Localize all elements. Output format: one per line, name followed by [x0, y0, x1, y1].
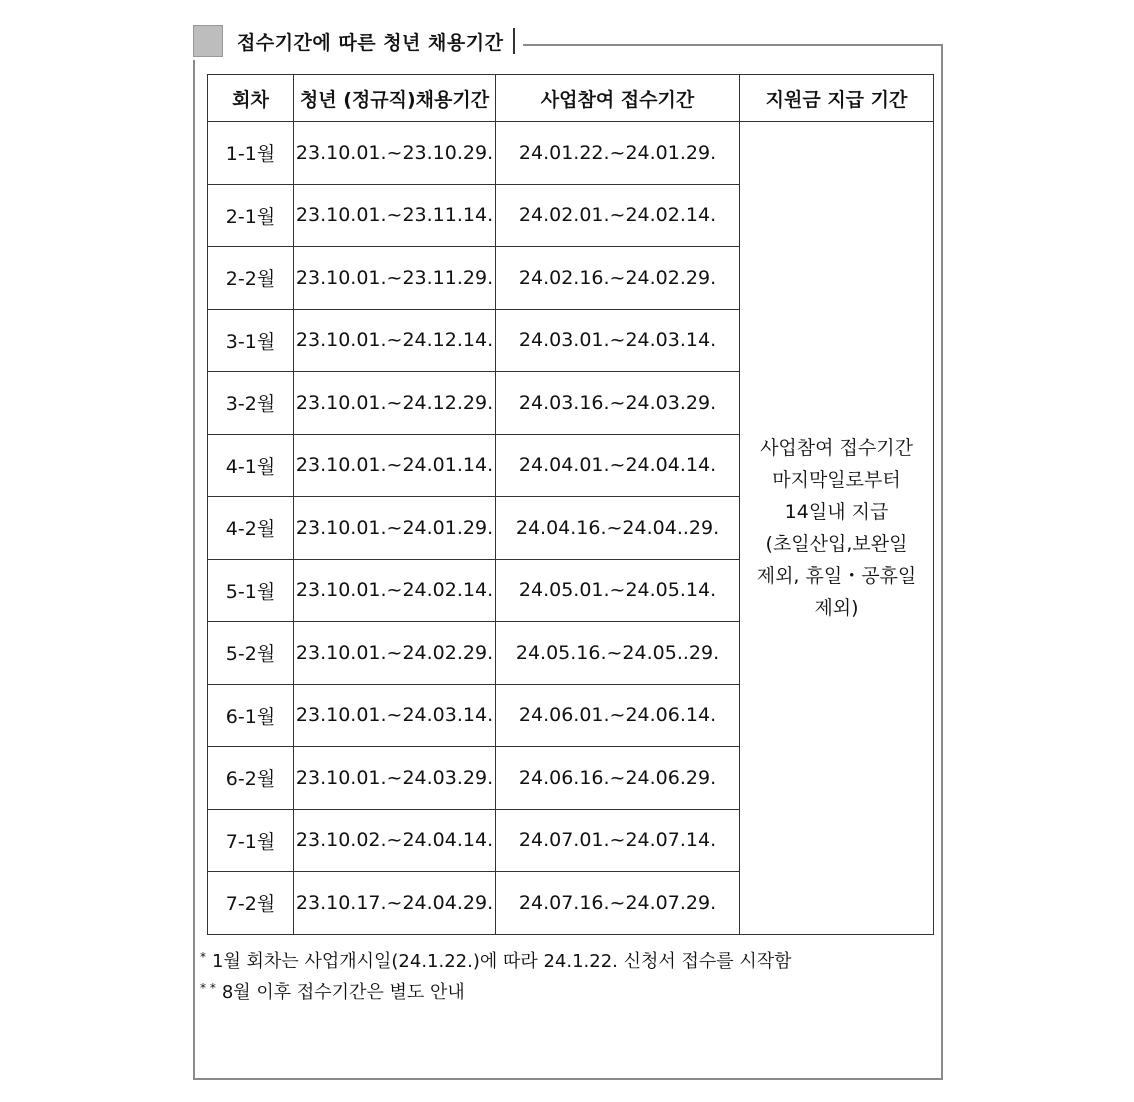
cell-round: 2-2월: [208, 247, 294, 310]
footnote-2: * * 8월 이후 접수기간은 별도 안내: [200, 981, 465, 1003]
heading-title: 접수기간에 따른 청년 채용기간: [237, 31, 504, 54]
cell-hire-period: 23.10.01.~24.01.14.: [294, 434, 496, 497]
cell-round: 7-1월: [208, 809, 294, 872]
cell-hire-period: 23.10.01.~23.11.14.: [294, 184, 496, 247]
table-row: [208, 122, 934, 185]
table-body: [208, 122, 934, 935]
cell-round: 5-1월: [208, 559, 294, 622]
cell-round: 2-1월: [208, 184, 294, 247]
cell-apply-period: 24.07.01.~24.07.14.: [496, 809, 740, 872]
schedule-table: [207, 74, 934, 935]
header-payment-period: 지원금 지급 기간: [740, 75, 934, 122]
header-apply-period: 사업참여 접수기간: [496, 75, 740, 122]
header-hire-period: 청년 (정규직)채용기간: [294, 75, 496, 122]
cell-round: 4-1월: [208, 434, 294, 497]
cell-hire-period: 23.10.01.~24.12.29.: [294, 372, 496, 435]
cell-apply-period: 24.04.16.~24.04..29.: [496, 497, 740, 560]
cell-hire-period: 23.10.01.~23.10.29.: [294, 122, 496, 185]
payment-note-line: 14일내 지급: [784, 500, 889, 523]
cell-apply-period: 24.07.16.~24.07.29.: [496, 872, 740, 935]
cell-apply-period: 24.05.01.~24.05.14.: [496, 559, 740, 622]
payment-note-line: (초일산입,보완일: [765, 532, 908, 555]
footnote-1: * 1월 회차는 사업개시일(24.1.22.)에 따라 24.1.22. 신청서 접수를 시작함: [200, 950, 792, 972]
cell-apply-period: 24.02.01.~24.02.14.: [496, 184, 740, 247]
cell-hire-period: 23.10.01.~23.11.29.: [294, 247, 496, 310]
cell-round: 7-2월: [208, 872, 294, 935]
cell-apply-period: 24.01.22.~24.01.29.: [496, 122, 740, 185]
cell-hire-period: 23.10.01.~24.02.14.: [294, 559, 496, 622]
cell-hire-period: 23.10.01.~24.12.14.: [294, 309, 496, 372]
payment-note-line: 마지막일로부터: [772, 468, 901, 491]
payment-note-line: 제외, 휴일・공휴일: [756, 564, 917, 587]
cell-apply-period: 24.03.01.~24.03.14.: [496, 309, 740, 372]
cell-round: 5-2월: [208, 622, 294, 685]
section-heading: [193, 22, 523, 60]
cell-payment-note: [740, 122, 934, 935]
cell-apply-period: 24.05.16.~24.05..29.: [496, 622, 740, 685]
cell-round: 3-2월: [208, 372, 294, 435]
payment-note-line: 제외): [814, 596, 859, 619]
cell-round: 6-2월: [208, 747, 294, 810]
cell-hire-period: 23.10.02.~24.04.14.: [294, 809, 496, 872]
cell-round: 1-1월: [208, 122, 294, 185]
cell-apply-period: 24.04.01.~24.04.14.: [496, 434, 740, 497]
cell-hire-period: 23.10.01.~24.02.29.: [294, 622, 496, 685]
heading-marker-box: [193, 25, 223, 57]
cell-apply-period: 24.06.01.~24.06.14.: [496, 684, 740, 747]
cell-hire-period: 23.10.01.~24.03.29.: [294, 747, 496, 810]
cell-round: 6-1월: [208, 684, 294, 747]
payment-note-line: 사업참여 접수기간: [760, 436, 913, 459]
cell-apply-period: 24.02.16.~24.02.29.: [496, 247, 740, 310]
cell-round: 4-2월: [208, 497, 294, 560]
heading-divider: [513, 28, 515, 54]
header-round: 회차: [208, 75, 294, 122]
cell-hire-period: 23.10.01.~24.03.14.: [294, 684, 496, 747]
cell-apply-period: 24.03.16.~24.03.29.: [496, 372, 740, 435]
cell-hire-period: 23.10.01.~24.01.29.: [294, 497, 496, 560]
table-header-row: [208, 75, 934, 122]
cell-round: 3-1월: [208, 309, 294, 372]
cell-hire-period: 23.10.17.~24.04.29.: [294, 872, 496, 935]
footnotes: [200, 944, 792, 1006]
cell-apply-period: 24.06.16.~24.06.29.: [496, 747, 740, 810]
